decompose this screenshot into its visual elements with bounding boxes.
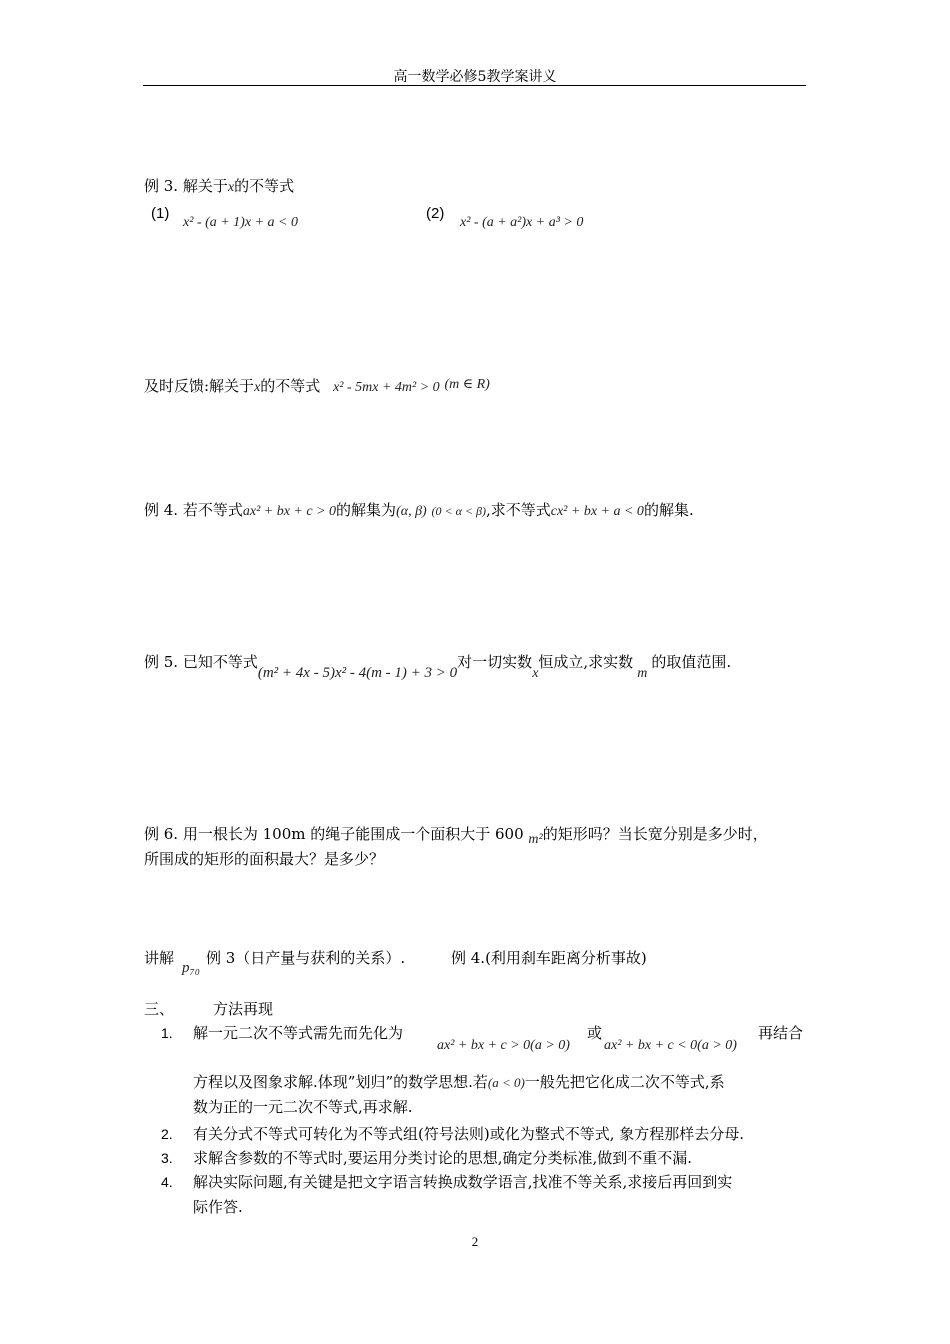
example-5-var-x: x [532,666,539,681]
feedback-label: 及时反馈:解关于 [144,377,255,395]
example-6-text-1: 例 6. 用一根长为 100m 的绳子能围成一个面积大于 600 [144,825,524,843]
section-3-number: 三、 [144,1000,175,1018]
page-number: 2 [471,1234,479,1249]
method-3-text: 求解含参数的不等式时,要运用分类讨论的思想,确定分类标准,做到不重不漏. [193,1149,693,1167]
example-3-heading [144,176,294,198]
example-4-line [144,500,694,522]
lecture-page-ref: p₇₀ [182,960,200,976]
feedback-var: x [254,380,261,395]
example-6-line-2: 所围成的矩形的面积最大？是多少？ [144,850,385,868]
example-5-text-3: 的取值范围. [651,653,732,671]
example-3-part-1-math: x² - (a + 1)x + a < 0 [183,215,298,230]
example-5-var-m: m [637,666,648,681]
method-1-line-3: 数为正的一元二次不等式,再求解. [193,1098,413,1116]
method-1-math-a: ax² + bx + c > 0(a > 0) [437,1038,570,1053]
feedback-line [144,376,490,398]
example-3-var: x [227,180,235,195]
example-4-math-1: ax² + bx + c > 0 [242,504,337,519]
example-6-line-1 [144,824,768,846]
method-4-text-2: 际作答. [193,1198,243,1216]
example-5-line [144,652,732,681]
feedback-math: x² - 5mx + 4m² > 0 [333,380,440,395]
example-5-math: (m² + 4x - 5)x² - 4(m - 1) + 3 > 0 [257,665,458,681]
method-1-line-2 [193,1072,725,1093]
lecture-label: 讲解 [144,949,175,967]
example-4-text-1: 的解集为 [336,501,397,519]
feedback-tail: 的不等式 [260,377,321,395]
lecture-item-2: 例 4.(利用刹车距离分析事故) [451,949,647,967]
lecture-item-1: 例 3（日产量与获利的关系）. [206,949,406,967]
method-1-line-1 [193,1023,403,1043]
example-4-text-2: ,求不等式 [485,501,551,519]
example-3-part-2-label: (2) [426,205,445,222]
feedback-condition: (m ∈ R) [444,377,490,392]
method-2-text: 有关分式不等式可转化为不等式组(符号法则)或化为整式不等式, 象方程那样去分母. [193,1125,745,1143]
method-1-text-b: 或 [587,1024,603,1042]
example-6-text-1b: 的矩形吗？当长宽分别是多少时， [542,825,768,843]
example-4-condition: (0 < α < β) [431,504,486,518]
example-5-label: 例 5. 已知不等式 [144,653,258,671]
method-3-number: 3. [161,1150,173,1166]
example-3-label: 例 3. 解关于 [144,177,228,195]
header-rule [143,85,806,86]
method-1-line-2-math: (a < 0) [487,1075,525,1090]
method-1-math-b: ax² + bx + c < 0(a > 0) [604,1038,737,1053]
example-4-interval: (α, β) [396,504,427,519]
method-1-line-2-a: 方程以及图象求解.体现”划归”的数学思想.若 [193,1073,488,1091]
example-4-text-3: 的解集. [643,501,694,519]
section-3-title: 方法再现 [213,1000,274,1018]
method-1-text-a: 解一元二次不等式需先而先化为 [193,1024,404,1042]
method-2-number: 2. [161,1126,173,1142]
example-5-text-2: 恒成立,求实数 [538,653,634,671]
example-4-label: 例 4. 若不等式 [144,501,243,519]
method-1-text-c: 再结合 [758,1024,804,1042]
example-3-part-2-math: x² - (a + a²)x + a³ > 0 [460,215,584,230]
method-1-number: 1. [161,1025,173,1041]
example-4-math-2: cx² + bx + a < 0 [550,504,644,519]
example-3-part-1-label: (1) [151,205,170,222]
example-6-unit: m² [528,832,543,847]
method-4-text: 解决实际问题,有关键是把文字语言转换成数学语言,找准不等关系,求接后再回到实 [193,1173,733,1191]
method-1-line-2-b: 一般先把它化成二次不等式,系 [524,1073,725,1091]
example-3-tail: 的不等式 [234,177,295,195]
example-5-text-1: 对一切实数 [457,653,533,671]
page-header-title: 高一数学必修5教学案讲义 [393,69,557,85]
method-4-number: 4. [161,1174,173,1190]
